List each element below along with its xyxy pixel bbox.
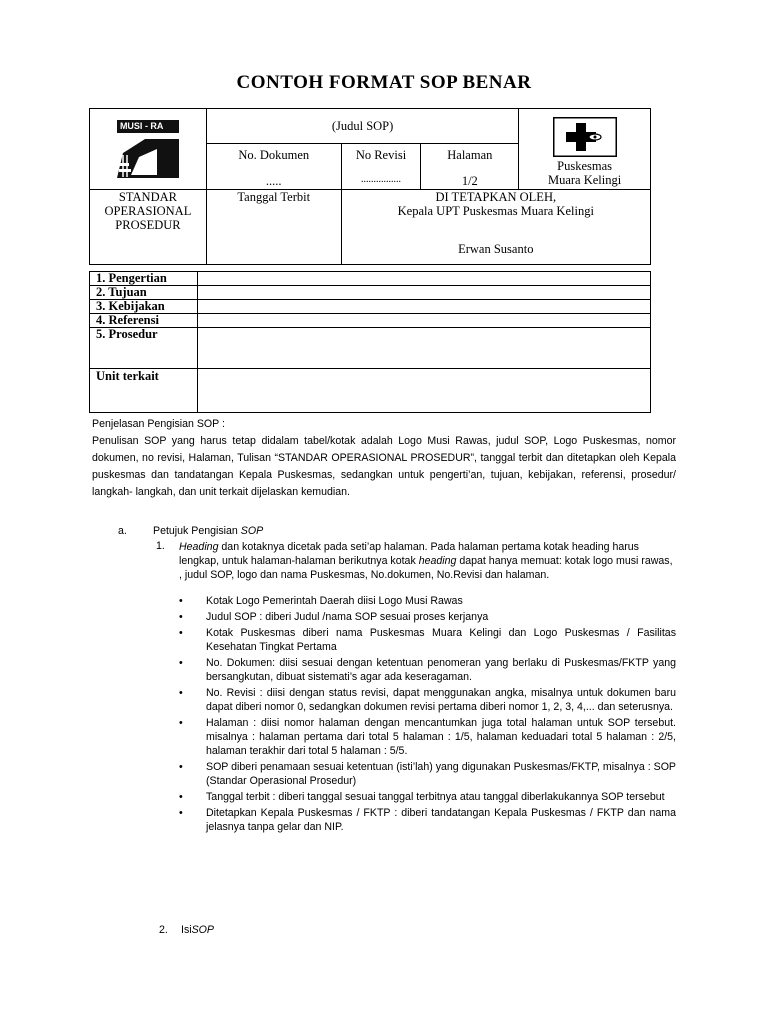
row-kebijakan-value	[197, 300, 650, 314]
sop-label-line3: PROSEDUR	[115, 218, 181, 232]
bullet-icon: •	[179, 717, 183, 729]
sop-header-table	[89, 108, 651, 265]
item-2-text: Isi	[181, 924, 192, 936]
halaman-value: 1/2	[461, 174, 478, 188]
puskesmas-name-line1: Puskesmas	[557, 159, 613, 173]
list-item-text: SOP diberi penamaan sesuai ketentuan (isti’lah) yang digunakan Puskesmas/FKTP, misalnya : SOP (Standar Operasional Prosedur)	[206, 761, 676, 787]
list-item	[179, 594, 676, 608]
musi-logo-text: MUSI - RA	[117, 120, 179, 133]
list-item-text: Kotak Puskesmas diberi nama Puskesmas Muara Kelingi dan Logo Puskesmas / Fasilitas Kesehatan Tingkat Pertama	[206, 627, 676, 653]
list-item	[179, 806, 676, 834]
bullet-icon: •	[179, 807, 183, 819]
ditetapkan-jabatan: Kepala UPT Puskesmas Muara Kelingi	[397, 204, 594, 218]
row-kebijakan-label: 3. Kebijakan	[90, 300, 198, 314]
row-tujuan-label: 2. Tujuan	[90, 286, 198, 300]
puskesmas-logo-icon	[553, 117, 617, 157]
list-item-text: Halaman : diisi nomor halaman dengan mencantumkan juga total halaman untuk SOP tersebut. misalnya : halaman pertama dari total 5 halaman : 1/5, halaman keduadari total 5 halaman : 2/5, halaman terakhir dari total 5 halaman : 5/5.	[206, 717, 676, 757]
sop-label-line2: OPERASIONAL	[104, 204, 192, 218]
row-pengertian-label: 1. Pengertian	[90, 272, 198, 286]
section-a-title-italic: SOP	[240, 525, 264, 537]
list-item	[179, 656, 676, 684]
page-title: CONTOH FORMAT SOP BENAR	[236, 72, 532, 93]
no-revisi-label: No Revisi	[355, 148, 407, 162]
section-a-label: a.	[118, 525, 127, 537]
item-1-text-b: dapat hanya memuat: kotak logo musi rawas, , judul SOP, logo dan nama Puskesmas, No.dokumen, No.Revisi dan halaman.	[179, 555, 673, 581]
bullet-icon: •	[179, 611, 183, 623]
no-dokumen-value: .....	[265, 174, 282, 188]
judul-sop-cell	[206, 109, 518, 144]
list-item	[179, 760, 676, 788]
penjelasan-paragraph: Penulisan SOP yang harus tetap didalam tabel/kotak adalah Logo Musi Rawas, judul SOP, Logo Puskesmas, nomor dokumen, no revisi, Halaman, Tulisan “STANDAR OPERASIONAL PROSEDUR”, tanggal terbit dan ditetapkan oleh Kepala puskesmas dan tandatangan Kepala Puskesmas, sedangkan untuk pengerti’an, tujuan, kebijakan, referensi, prosedur/ langkah- langkah, dan unit terkait dijelaskan kemudian.	[92, 435, 676, 498]
list-item-text: Kotak Logo Pemerintah Daerah diisi Logo Musi Rawas	[206, 595, 463, 607]
kepala-name: Erwan Susanto	[458, 242, 534, 256]
row-referensi-label: 4. Referensi	[90, 314, 198, 328]
row-referensi-value	[197, 314, 650, 328]
bullet-list	[179, 594, 676, 836]
item-2	[159, 924, 214, 936]
list-item	[179, 790, 676, 804]
halaman-label: Halaman	[447, 148, 493, 162]
bullet-icon: •	[179, 687, 183, 699]
bullet-icon: •	[179, 791, 183, 803]
list-item-text: Judul SOP : diberi Judul /nama SOP sesuai proses kerjanya	[206, 611, 489, 623]
section-a-title-text: Petujuk Pengisian	[153, 525, 241, 537]
item-1-heading-word-2: heading	[418, 555, 457, 567]
halaman-cell	[421, 144, 519, 190]
puskesmas-name	[519, 159, 650, 187]
bullet-icon: •	[179, 657, 183, 669]
section-a-title	[153, 525, 263, 537]
row-prosedur-label: 5. Prosedur	[90, 328, 198, 369]
tanggal-terbit-label: Tanggal Terbit	[237, 190, 311, 204]
list-item-text: No. Revisi : diisi dengan status revisi, dapat menggunakan angka, misalnya untuk dokumen baru dapat diberi nomor 0, sedangkan dokumen revisi pertama diberi nomor 1, 2, 3, 4,... dan seterusnya.	[206, 687, 676, 713]
list-item-text: No. Dokumen: diisi sesuai dengan ketentuan penomeran yang berlaku di Puskesmas/FKTP yang bersangkutan, dibuat sistemati’s agar ada keseragaman.	[206, 657, 676, 683]
row-pengertian-value	[197, 272, 650, 286]
item-1-paragraph	[179, 540, 676, 582]
item-1-number: 1.	[156, 540, 165, 552]
no-dokumen-cell	[206, 144, 341, 190]
list-item-text: Ditetapkan Kepala Puskesmas / FKTP : diberi tandatangan Kepala Puskesmas / FKTP dan nama jelasnya tanpa gelar dan NIP.	[206, 807, 676, 833]
tanggal-terbit-cell	[206, 190, 341, 265]
ditetapkan-cell	[341, 190, 650, 265]
musi-logo-emblem-icon	[117, 133, 179, 178]
bullet-icon: •	[179, 761, 183, 773]
sop-content-table	[89, 271, 651, 413]
puskesmas-logo-cell	[519, 109, 651, 190]
no-revisi-cell	[341, 144, 421, 190]
bullet-icon: •	[179, 627, 183, 639]
sop-label-cell	[90, 190, 207, 265]
item-2-italic: SOP	[191, 924, 214, 936]
puskesmas-name-line2: Muara Kelingi	[547, 173, 622, 187]
musi-rawas-logo	[117, 120, 179, 178]
item-2-number: 2.	[159, 924, 168, 936]
bullet-icon: •	[179, 595, 183, 607]
list-item	[179, 686, 676, 714]
judul-sop: (Judul SOP)	[331, 118, 394, 133]
musi-rawas-logo-cell	[90, 109, 207, 190]
ditetapkan-label: DI TETAPKAN OLEH,	[435, 190, 557, 204]
row-prosedur-value	[197, 328, 650, 369]
item-1-text-a: dan kotaknya dicetak pada seti’ap halaman. Pada halaman pertama kotak heading harus lengkap, untuk halaman-halaman berikutnya kotak	[179, 541, 639, 567]
list-item-text: Tanggal terbit : diberi tanggal sesuai tanggal terbitnya atau tanggal diberlakukannya SOP tersebut	[206, 791, 665, 803]
no-dokumen-label: No. Dokumen	[238, 148, 310, 162]
list-item	[179, 610, 676, 624]
row-tujuan-value	[197, 286, 650, 300]
penjelasan-heading: Penjelasan Pengisian SOP :	[92, 418, 225, 430]
row-unit-terkait-label: Unit terkait	[90, 369, 198, 413]
no-revisi-value: ................	[361, 174, 401, 185]
row-unit-terkait-value	[197, 369, 650, 413]
sop-label-line1: STANDAR	[118, 190, 177, 204]
item-1-heading-word: Heading	[179, 541, 219, 553]
list-item	[179, 716, 676, 758]
list-item	[179, 626, 676, 654]
